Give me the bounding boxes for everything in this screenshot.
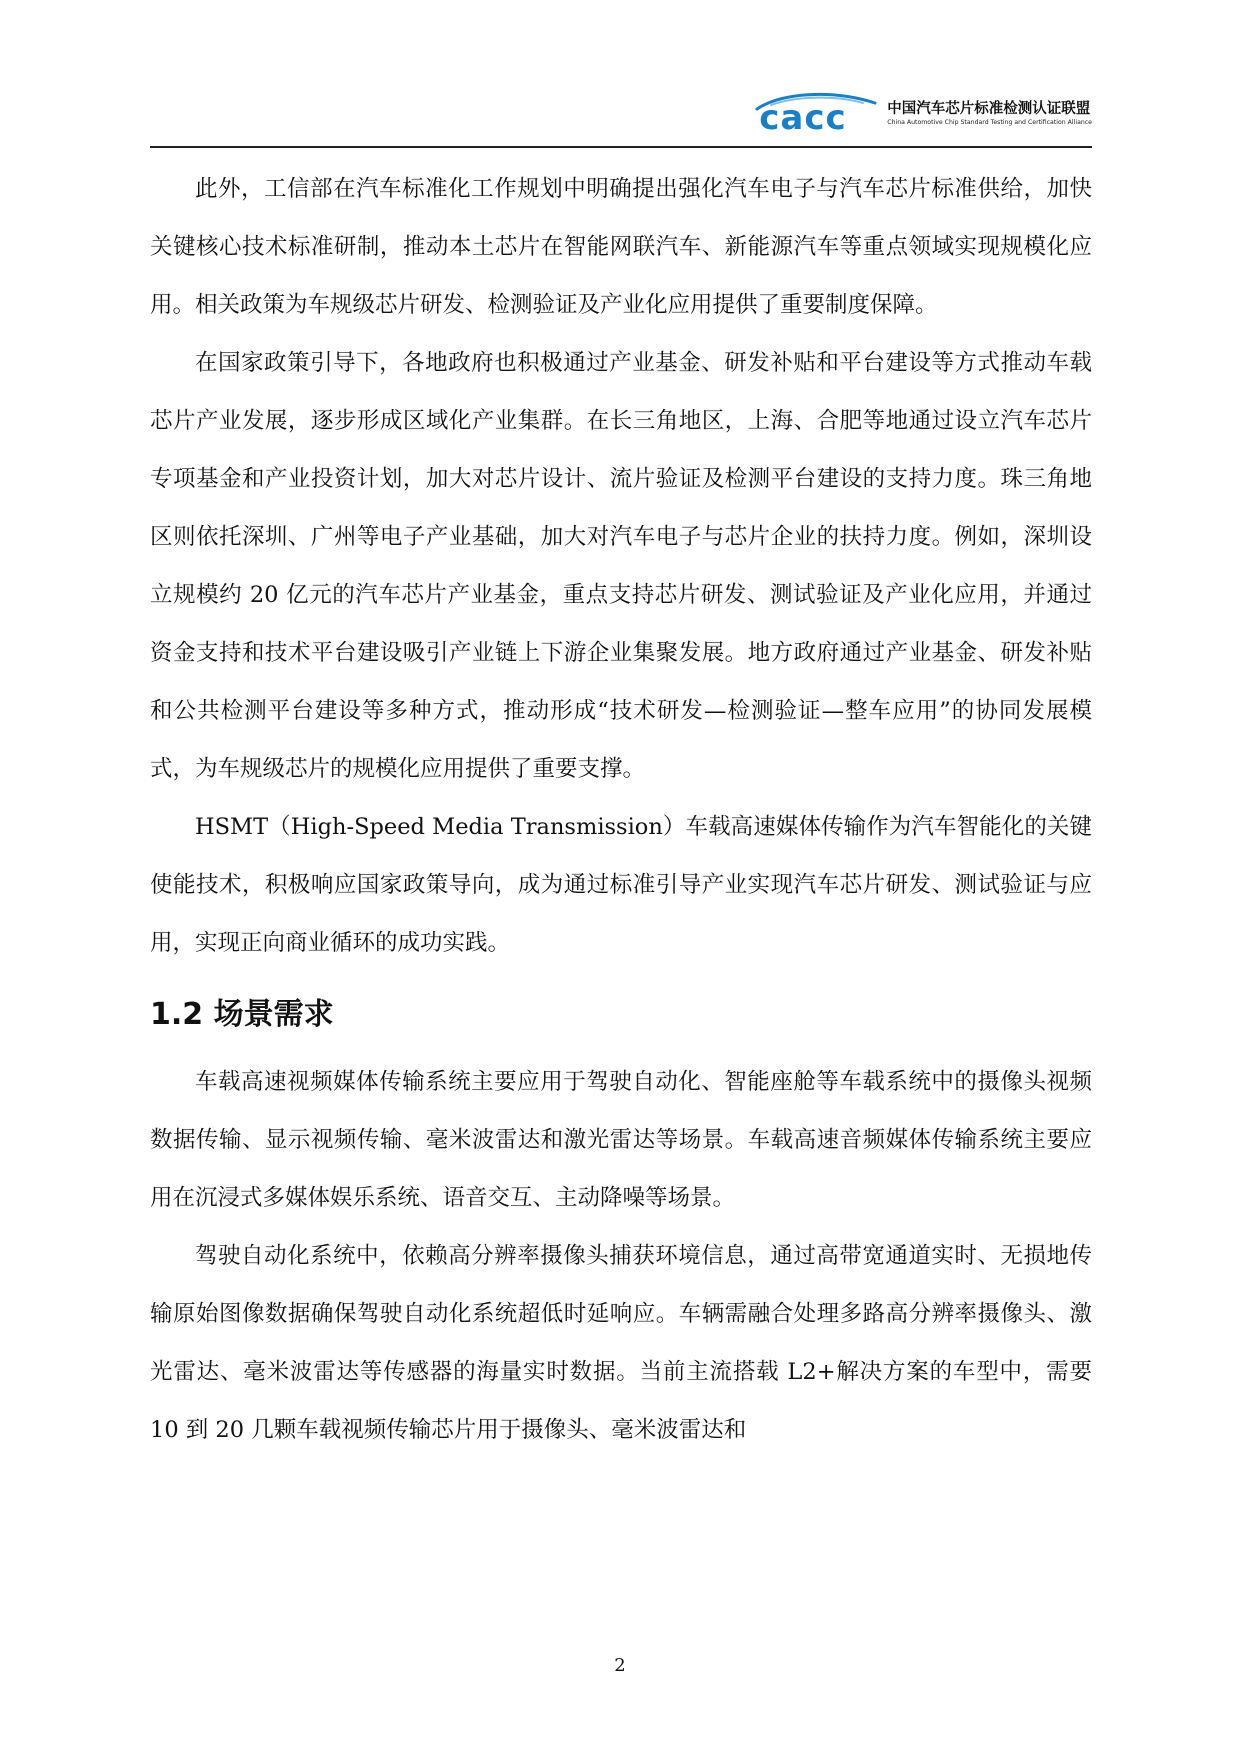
page-number: 2 (614, 1655, 626, 1676)
cacc-logo (751, 88, 1092, 138)
section-heading: 1.2 场景需求 (150, 997, 334, 1032)
org-name-en: China Automotive Chip Standard Testing and Certification Alliance (887, 118, 1092, 126)
document-body (150, 160, 1092, 1459)
paragraph: 车载高速视频媒体传输系统主要应用于驾驶自动化、智能座舱等车载系统中的摄像头视频数据传输、显示视频传输、毫米波雷达和激光雷达等场景。车载高速音频媒体传输系统主要应用在沉浸式多媒体娱乐系统、语音交互、主动降噪等场景。 (150, 1069, 1092, 1211)
cacc-logo-mark (751, 91, 881, 138)
logo-text-block (887, 100, 1092, 127)
org-name-cn: 中国汽车芯片标准检测认证联盟 (887, 100, 1091, 117)
paragraph: 在国家政策引导下，各地政府也积极通过产业基金、研发补贴和平台建设等方式推动车载芯片产业发展，逐步形成区域化产业集群。在长三角地区，上海、合肥等地通过设立汽车芯片专项基金和产业投资计划，加大对芯片设计、流片验证及检测平台建设的支持力度。珠三角地区则依托深圳、广州等电子产业基础，加大对汽车电子与芯片企业的扶持力度。例如，深圳设立规模约 20 亿元的汽车芯片产业基金，重点支持芯片研发、测试验证及产业化应用，并通过资金支持和技术平台建设吸引产业链上下游企业集聚发展。地方政府通过产业基金、研发补贴和公共检测平台建设等多种方式，推动形成“技术研发—检测验证—整车应用”的协同发展模式，为车规级芯片的规模化应用提供了重要支撑。 (150, 350, 1092, 782)
page-header (150, 70, 1092, 148)
paragraph: HSMT（High-Speed Media Transmission）车载高速媒体传输作为汽车智能化的关键使能技术，积极响应国家政策导向，成为通过标准引导产业实现汽车芯片研发、测试验证与应用，实现正向商业循环的成功实践。 (150, 814, 1092, 956)
paragraph: 此外，工信部在汽车标准化工作规划中明确提出强化汽车电子与汽车芯片标准供给，加快关键核心技术标准研制，推动本土芯片在智能网联汽车、新能源汽车等重点领域实现规模化应用。相关政策为车规级芯片研发、检测验证及产业化应用提供了重要制度保障。 (150, 176, 1092, 318)
logo-wordmark: cacc (759, 98, 847, 138)
paragraph: 驾驶自动化系统中，依赖高分辨率摄像头捕获环境信息，通过高带宽通道实时、无损地传输原始图像数据确保驾驶自动化系统超低时延响应。车辆需融合处理多路高分辨率摄像头、激光雷达、毫米波雷达等传感器的海量实时数据。当前主流搭载 L2+解决方案的车型中，需要 10 到 20 几颗车载视频传输芯片用于摄像头、毫米波雷达和 (150, 1243, 1092, 1443)
